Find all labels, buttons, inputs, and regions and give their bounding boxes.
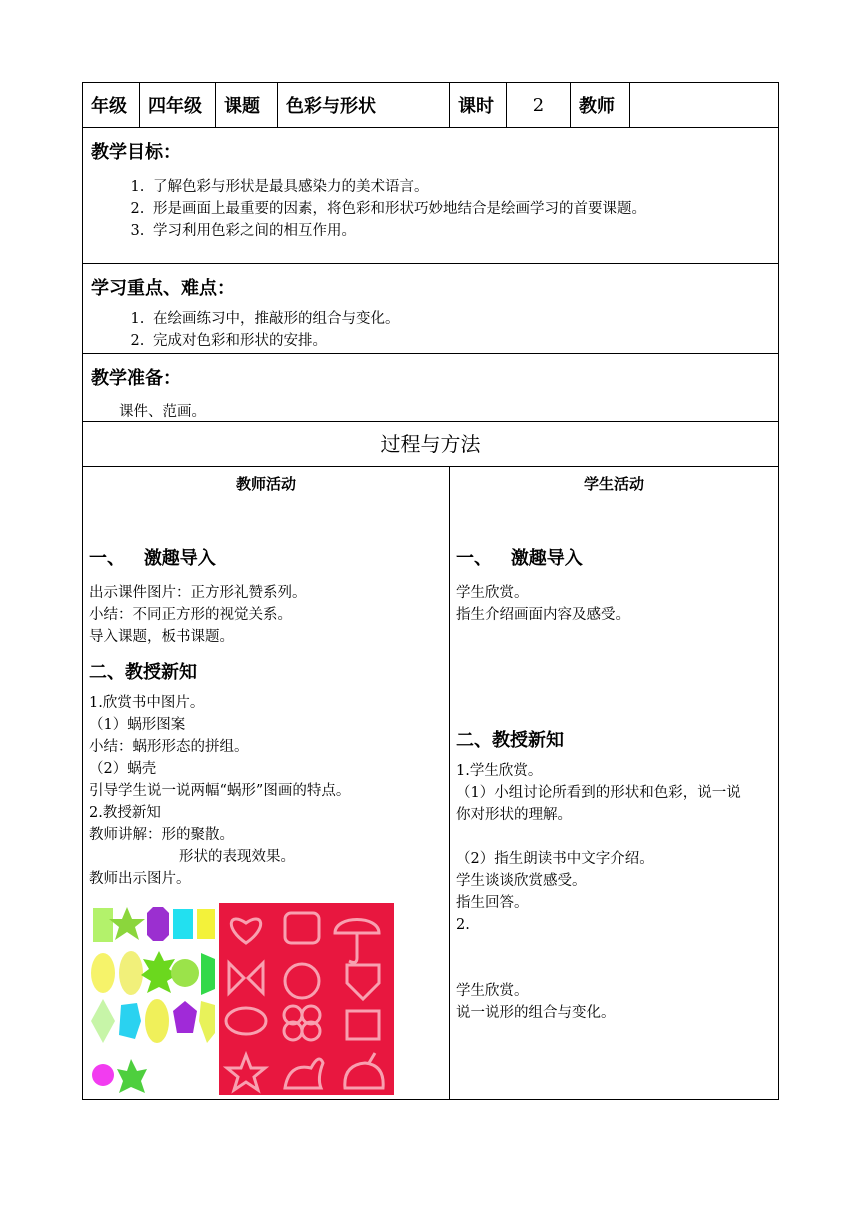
student-column <box>450 467 779 1100</box>
goals-row <box>83 128 779 264</box>
grade-label: 年级 <box>83 83 140 128</box>
text-line: 出示课件图片：正方形礼赞系列。 <box>89 585 307 601</box>
prep-title: 教学准备： <box>91 368 181 389</box>
glossy-shapes-illustration <box>219 903 394 1095</box>
step-label: 激趣导入 <box>143 548 216 569</box>
period-label: 课时 <box>450 83 507 128</box>
step-number: 一、 <box>456 548 492 569</box>
prep-row <box>83 354 779 422</box>
text-line: 学生谈谈欣赏感受。 <box>456 873 587 889</box>
teacher-value <box>630 83 779 128</box>
header-row <box>83 83 779 128</box>
text-line: （2）指生朗读书中文字介绍。 <box>456 851 654 867</box>
text-line: 学生欣赏。 <box>456 983 529 999</box>
student-step3-lines <box>450 980 778 1024</box>
text-line: 你对形状的理解。 <box>456 807 572 823</box>
keypoint-item: 2. 完成对色彩和形状的安排。 <box>149 330 778 352</box>
topic-label: 课题 <box>216 83 278 128</box>
shapes-illustration <box>91 903 215 1095</box>
goals-title: 教学目标： <box>91 142 181 163</box>
goal-item: 1. 了解色彩与形状是最具感染力的美术语言。 <box>149 176 778 198</box>
text-line: 学生欣赏。 <box>456 585 529 601</box>
teacher-col-head: 教师活动 <box>235 475 296 493</box>
text-line: 导入课题，板书课题。 <box>89 629 234 645</box>
goal-item: 3. 学习利用色彩之间的相互作用。 <box>149 220 778 242</box>
teacher-label: 教师 <box>571 83 630 128</box>
text-line: （2）蜗壳 <box>89 761 157 777</box>
process-title: 过程与方法 <box>380 432 481 456</box>
colorful-shapes-image <box>91 903 215 1095</box>
keypoints-list <box>83 308 778 352</box>
period-value: 2 <box>507 83 571 128</box>
teacher-step1-lines <box>83 582 449 648</box>
goal-item: 2. 形是画面上最重要的因素，将色彩和形状巧妙地结合是绘画学习的首要课题。 <box>149 198 778 220</box>
keypoints-row <box>83 264 779 354</box>
text-line: 1.欣赏书中图片。 <box>89 695 205 711</box>
prep-text: 课件、范画。 <box>119 404 206 420</box>
text-line: 教师出示图片。 <box>89 871 191 887</box>
process-title-row <box>83 422 779 467</box>
student-step2-lines <box>450 760 778 936</box>
goals-list <box>83 176 778 242</box>
glossy-shapes-image <box>219 903 394 1095</box>
text-line: 说一说形的组合与变化。 <box>456 1005 616 1021</box>
topic-value: 色彩与形状 <box>278 83 450 128</box>
teacher-step2-lines <box>83 692 449 890</box>
text-line: （1）小组讨论所看到的形状和色彩，说一说 <box>456 785 741 801</box>
student-step1-lines <box>450 582 778 626</box>
text-line <box>456 826 778 848</box>
text-line: （1）蜗形图案 <box>89 717 186 733</box>
text-line: 2. <box>456 917 470 933</box>
text-line: 小结：不同正方形的视觉关系。 <box>89 607 292 623</box>
text-line: 1.学生欣赏。 <box>456 763 543 779</box>
text-line: 教师讲解：形的聚散。 <box>89 827 234 843</box>
text-line: 指生介绍画面内容及感受。 <box>456 607 630 623</box>
text-line: 2.教授新知 <box>89 805 161 821</box>
student-col-head: 学生活动 <box>583 475 644 493</box>
grade-value: 四年级 <box>140 83 216 128</box>
text-line: 指生回答。 <box>456 895 529 911</box>
text-line: 引导学生说一说两幅“蜗形”图画的特点。 <box>89 783 351 799</box>
student-step2-title: 二、教授新知 <box>456 730 564 751</box>
keypoints-title: 学习重点、难点： <box>91 278 235 299</box>
step-number: 一、 <box>89 548 125 569</box>
student-step1-title <box>456 544 778 570</box>
step-label: 激趣导入 <box>510 548 583 569</box>
keypoint-item: 1. 在绘画练习中，推敲形的组合与变化。 <box>149 308 778 330</box>
text-line: 形状的表现效果。 <box>179 849 295 865</box>
teacher-step2-title: 二、教授新知 <box>89 662 197 683</box>
teacher-step1-title <box>89 544 449 570</box>
text-line: 小结：蜗形形态的拼组。 <box>89 739 249 755</box>
